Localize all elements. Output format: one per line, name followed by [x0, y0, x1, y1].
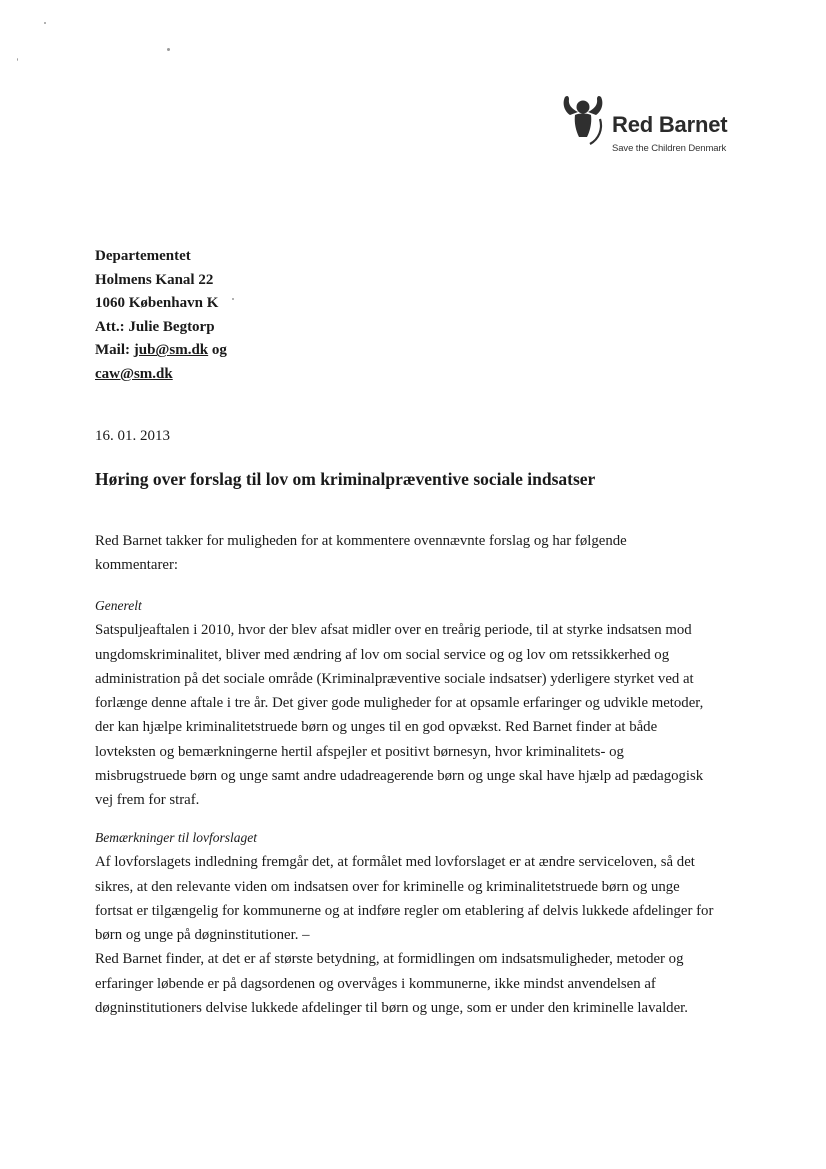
text-line: ungdomskriminalitet, bliver med ændring af lov om social service og og lov om retssikkerhed og	[95, 646, 670, 663]
text-line: Red Barnet finder, at det er af største betydning, at formidlingen om indsatsmuligheder, metoder og	[95, 951, 684, 968]
text-line: døgninstitutioners delvise lukkede afdelinger til børn og unge, som er under den kriminelle lavalder.	[95, 1000, 688, 1017]
intro-paragraph	[95, 529, 755, 578]
red-barnet-logo	[556, 93, 746, 157]
mail-line	[95, 339, 227, 363]
text-line: forlænge denne aftale i tre år. Det giver gode muligheder for at opsamle erfaringer og udvikle metoder,	[95, 695, 704, 712]
address-line: 1060 København K	[95, 295, 219, 312]
logo-name: Red Barnet	[612, 112, 728, 137]
text-line: administration på det sociale område (Kriminalpræventive sociale indsatser) yderligere styrket ved at	[95, 670, 694, 687]
mail-and: og	[211, 342, 227, 359]
scan-speck	[17, 58, 18, 61]
scan-speck	[44, 22, 46, 24]
child-figure-icon	[556, 93, 614, 149]
scan-speck	[232, 298, 234, 300]
letter-heading: Høring over forslag til lov om kriminalpræventive sociale indsatser	[95, 469, 596, 489]
text-line: Red Barnet takker for muligheden for at kommentere ovennævnte forslag og har følgende	[95, 533, 627, 549]
text-line: erfaringer løbende er på dagsordenen og overvåges i kommunerne, ikke mindst anvendelsen af	[95, 975, 656, 992]
mail-label: Mail:	[95, 342, 130, 359]
recipient-address	[95, 245, 227, 387]
mail-line	[95, 363, 227, 387]
email-link[interactable]: jub@sm.dk	[133, 342, 209, 359]
text-line: Af lovforslagets indledning fremgår det, at formålet med lovforslaget er at ændre serviceloven, så det	[95, 854, 695, 871]
text-line: vej frem for straf.	[95, 792, 200, 809]
text-line: Satspuljeaftalen i 2010, hvor der blev afsat midler over en treårig periode, til at styrke indsatsen mod	[95, 622, 692, 639]
section-bemaerkninger	[95, 826, 755, 1020]
text-line: børn og unge på døgninstitutioner. –	[95, 927, 310, 944]
text-line: lovteksten og bemærkningerne hertil afspejler et positivt børnesyn, hvor kriminalitets- og	[95, 743, 624, 760]
address-line: Departementet	[95, 248, 191, 264]
email-link[interactable]: caw@sm.dk	[95, 365, 173, 382]
text-line: fortsat er tilgængelig for kommunerne og at indføre regler om etablering af delvis lukkede afdelinger for	[95, 902, 714, 919]
address-line: Holmens Kanal 22	[95, 271, 214, 288]
text-line: sikres, at den relevante viden om indsatsen over for kriminelle og kriminalitetstruede børn og unge	[95, 878, 680, 895]
logo-tagline: Save the Children Denmark	[612, 143, 727, 154]
section-title: Generelt	[95, 598, 142, 613]
text-line: misbrugstruede børn og unge samt andre udadreagerende børn og unge skal have hjælp ad pædagogisk	[95, 768, 704, 785]
section-generelt	[95, 594, 755, 813]
letter-date: 16. 01. 2013	[95, 428, 170, 444]
text-line: kommentarer:	[95, 557, 178, 574]
attention-line: Att.: Julie Begtorp	[95, 318, 215, 335]
scan-speck	[167, 48, 170, 51]
section-title: Bemærkninger til lovforslaget	[95, 830, 257, 845]
text-line: der kan hjælpe kriminalitetstruede børn og unges til en god opvækst. Red Barnet finder at både	[95, 719, 658, 736]
